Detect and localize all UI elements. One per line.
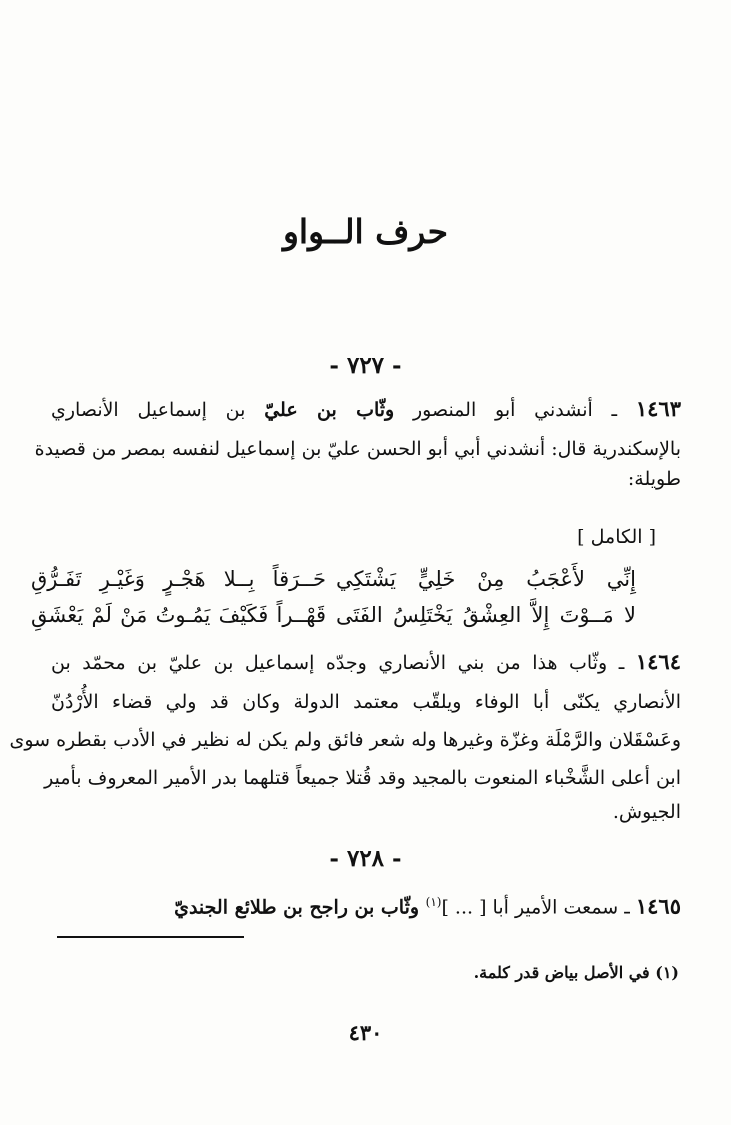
entry-1464-line-4: ابن أعلى الشَّخْباء المنعوت بالمجيد وقد قُتلا جميعاً قتلهما بدر الأمير المعروف بأمير [44,767,681,789]
entry-text: بن إسماعيل الأنصاري [51,399,265,421]
footnote-divider [57,936,244,938]
person-name-bold: وثّاب بن عليّ [264,399,395,421]
entry-text: ـ سمعت الأمير أبا [ ... ] [441,896,636,919]
entry-text: ـ أنشدني أبو المنصور [394,399,636,421]
section-number-728: - ٧٢٨ - [329,845,402,872]
page-title: حرف الــواو [282,212,449,251]
entry-text: ـ وثّاب هذا من بني الأنصاري وجدّه إسماعيل بن عليّ بن محمّد بن [51,652,636,674]
entry-text: بن طلائع الجنديّ [174,896,310,919]
entry-number: ١٤٦٣ [635,396,681,421]
entry-number: ١٤٦٥ [635,893,681,919]
verse-2-first-hemistich: لا مَــوْتَ إِلاَّ العِشْقُ يَخْتَلِسُ الفَتَى [336,603,636,627]
section-number-727: - ٧٢٧ - [329,352,402,379]
page-number: ٤٣٠ [348,1020,383,1045]
entry-1464-line-1 [51,645,681,680]
verse-1-second-hemistich: حَــرَقاً بِــلا هَجْـرٍ وَغَيْـرِ تَفَـرُّقِ [31,567,326,591]
entry-1463-line-2: بالإسكندرية قال: أنشدني أبي أبو الحسن عليّ بن إسماعيل لنفسه بمصر من قصيدة [34,438,681,460]
entry-1465-line-1 [51,885,681,924]
footnote-reference: (١) [425,895,442,909]
entry-number: ١٤٦٤ [635,649,681,674]
footnote-text: (١) في الأصل بياض قدر كلمة. [473,963,679,982]
poetic-meter-label: [ الكامل ] [577,526,656,548]
entry-1464-line-5: الجيوش. [612,801,681,823]
entry-1464-line-3: وعَسْقَلان والرَّمْلَة وغزّة وغيرها وله شعر فائق ولم يكن له نظير في الأدب بقطره سوى [9,729,681,751]
verse-1-first-hemistich: إِنِّي لأَعْجَبُ مِنْ خَلِيٍّ يَشْتَكِي [336,567,636,591]
verse-2-second-hemistich: قَهْــراً فَكَيْفَ يَمُـوتُ مَنْ لَمْ يَعْشَقِ [31,603,326,627]
entry-1463-line-3: طويلة: [627,468,681,490]
person-name-bold: وثّاب بن راجح [309,896,426,919]
entry-1464-line-2: الأنصاري يكنّى أبا الوفاء ويلقّب معتمد الدولة وكان قد ولي قضاء الأُرْدُنّ [51,691,681,713]
entry-1463-line-1 [51,392,681,427]
